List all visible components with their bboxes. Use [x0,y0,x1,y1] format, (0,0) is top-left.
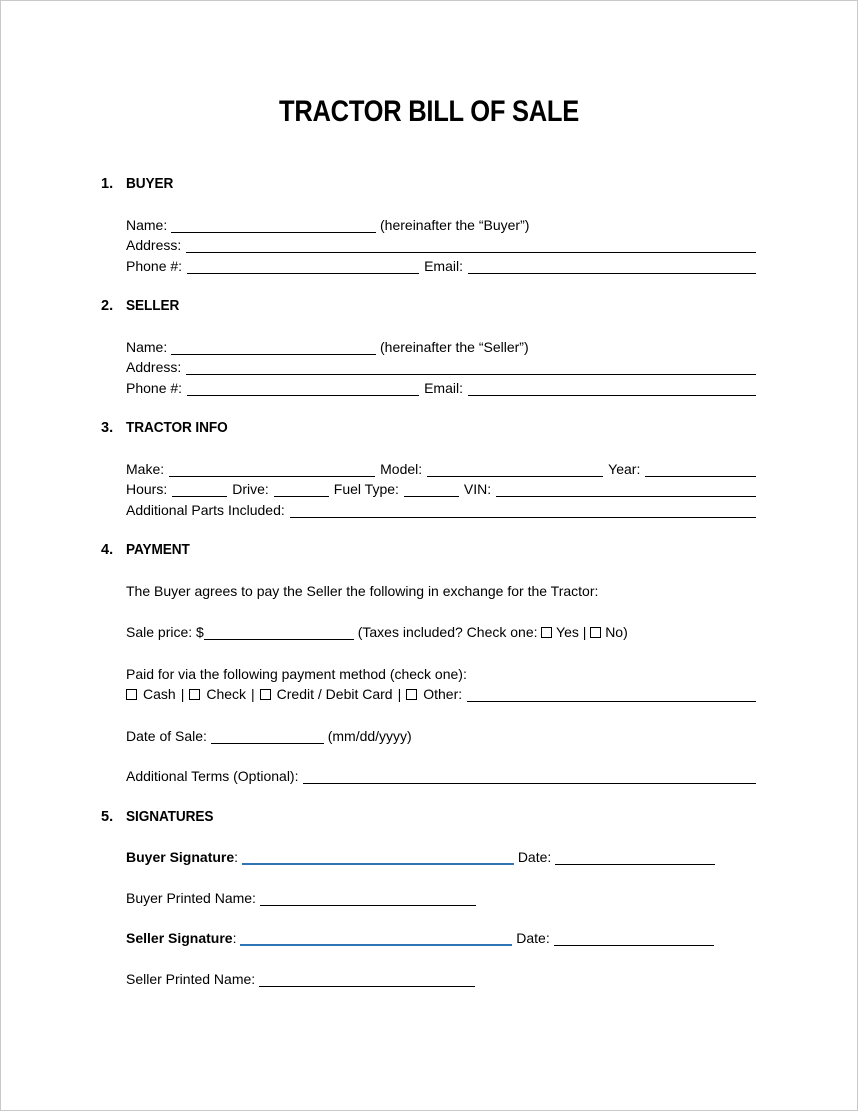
section-number: 4. [101,542,114,558]
credit-debit-label: Credit / Debit Card [276,686,393,702]
hours-field[interactable] [172,484,227,497]
seller-name-label: Name: [126,338,168,355]
buyer-email-label: Email: [424,257,463,274]
seller-signature-row [126,928,756,949]
model-field[interactable] [427,464,603,477]
buyer-email-field[interactable] [468,261,756,274]
vin-label: VIN: [463,481,492,497]
section-tractor-heading [101,418,756,439]
credit-debit-checkbox[interactable] [260,689,271,700]
other-checkbox[interactable] [406,689,417,700]
seller-address-row [126,357,756,378]
additional-terms-field[interactable] [303,771,756,784]
seller-address-field[interactable] [186,362,756,375]
buyer-phone-label: Phone #: [126,257,183,274]
payment-method-row [126,684,756,705]
seller-email-field[interactable] [468,383,756,396]
seller-name-row [126,337,756,358]
method-separator: | [251,686,255,702]
tractor-make-model-year-row [126,459,756,480]
seller-name-suffix: (hereinafter the “Seller”) [380,338,529,355]
section-number: 2. [101,298,114,314]
seller-signature-field[interactable] [240,931,512,946]
section-buyer-heading [101,174,756,195]
year-field[interactable] [645,464,756,477]
buyer-printed-name-label: Buyer Printed Name: [126,889,256,906]
cash-checkbox[interactable] [126,689,137,700]
hours-label: Hours: [126,481,168,497]
seller-printed-name-row [126,969,756,990]
seller-signature-date-label: Date: [516,930,550,946]
sale-price-row [126,622,756,643]
taxes-no-checkbox[interactable] [590,627,601,638]
buyer-printed-name-field[interactable] [260,893,476,906]
section-heading-label: BUYER [126,176,174,192]
seller-printed-name-label: Seller Printed Name: [126,970,256,987]
date-of-sale-label: Date of Sale: [126,727,207,744]
section-seller-heading [101,296,756,317]
seller-phone-label: Phone #: [126,379,183,396]
payment-intro-row [126,581,756,602]
fuel-type-label: Fuel Type: [333,481,399,497]
payment-intro-text: The Buyer agrees to pay the Seller the following in exchange for the Tractor: [126,582,599,599]
additional-terms-row [126,766,756,787]
seller-phone-email-row [126,378,756,399]
payment-method-intro-text: Paid for via the following payment method (check one): [126,665,467,682]
taxes-yes-label: Yes [556,624,579,640]
seller-signature-label: Seller Signature: [126,930,237,946]
buyer-name-row [126,215,756,236]
date-format-hint: (mm/dd/yyyy) [327,727,412,744]
seller-signature-date-field[interactable] [554,933,714,946]
fuel-type-field[interactable] [404,484,459,497]
section-heading-label: PAYMENT [126,542,190,558]
payment-method-intro-row [126,664,756,685]
section-payment-heading [101,540,756,561]
make-field[interactable] [169,464,375,477]
buyer-address-field[interactable] [186,240,756,253]
additional-parts-field[interactable] [290,505,756,518]
section-heading-label: TRACTOR INFO [126,420,228,436]
sale-price-label: Sale price: $ [126,624,204,640]
buyer-signature-date-field[interactable] [555,852,715,865]
check-checkbox[interactable] [189,689,200,700]
seller-printed-name-field[interactable] [259,974,475,987]
document-title: TRACTOR BILL OF SALE [279,95,579,128]
section-seller [101,296,756,398]
buyer-signature-field[interactable] [242,850,514,865]
check-label: Check [206,686,247,702]
section-tractor-info [101,418,756,520]
taxes-yes-checkbox[interactable] [541,627,552,638]
method-separator: | [180,686,185,702]
date-of-sale-row [126,726,756,747]
section-number: 1. [101,176,114,192]
model-label: Model: [380,460,423,477]
tractor-parts-row [126,500,756,521]
seller-name-field[interactable] [171,342,376,355]
buyer-name-suffix: (hereinafter the “Buyer”) [380,216,530,233]
section-heading-label: SELLER [126,298,180,314]
date-of-sale-field[interactable] [211,731,324,744]
seller-address-label: Address: [126,359,182,375]
buyer-name-label: Name: [126,216,168,233]
section-number: 3. [101,420,114,436]
seller-phone-field[interactable] [187,383,419,396]
section-number: 5. [101,808,114,825]
year-label: Year: [608,460,641,477]
drive-label: Drive: [232,481,269,497]
sale-price-field[interactable] [204,627,354,640]
buyer-signature-row [126,847,756,868]
section-signatures-heading [101,807,756,828]
method-separator: | [397,686,402,702]
drive-field[interactable] [274,484,329,497]
taxes-no-label: No [605,624,624,640]
buyer-phone-field[interactable] [187,261,419,274]
taxes-suffix: ) [623,624,628,640]
other-label: Other: [423,686,463,702]
cash-label: Cash [143,686,176,702]
other-method-field[interactable] [467,689,756,702]
taxes-separator: | [582,624,587,640]
buyer-phone-email-row [126,256,756,277]
buyer-signature-date-label: Date: [517,849,552,865]
make-label: Make: [126,460,165,477]
buyer-printed-name-row [126,888,756,909]
section-payment [101,540,756,787]
section-buyer [101,174,756,276]
buyer-signature-label: Buyer Signature: [126,849,239,865]
buyer-name-field[interactable] [171,220,376,233]
additional-parts-label: Additional Parts Included: [126,501,285,518]
additional-terms-label: Additional Terms (Optional): [126,768,299,784]
buyer-address-label: Address: [126,237,182,253]
taxes-prefix: (Taxes included? Check one: [357,624,538,640]
section-heading-label: SIGNATURES [126,808,214,825]
seller-email-label: Email: [424,379,463,396]
tractor-specs-row [126,479,756,500]
section-signatures [101,807,756,990]
buyer-address-row [126,235,756,256]
vin-field[interactable] [496,484,756,497]
